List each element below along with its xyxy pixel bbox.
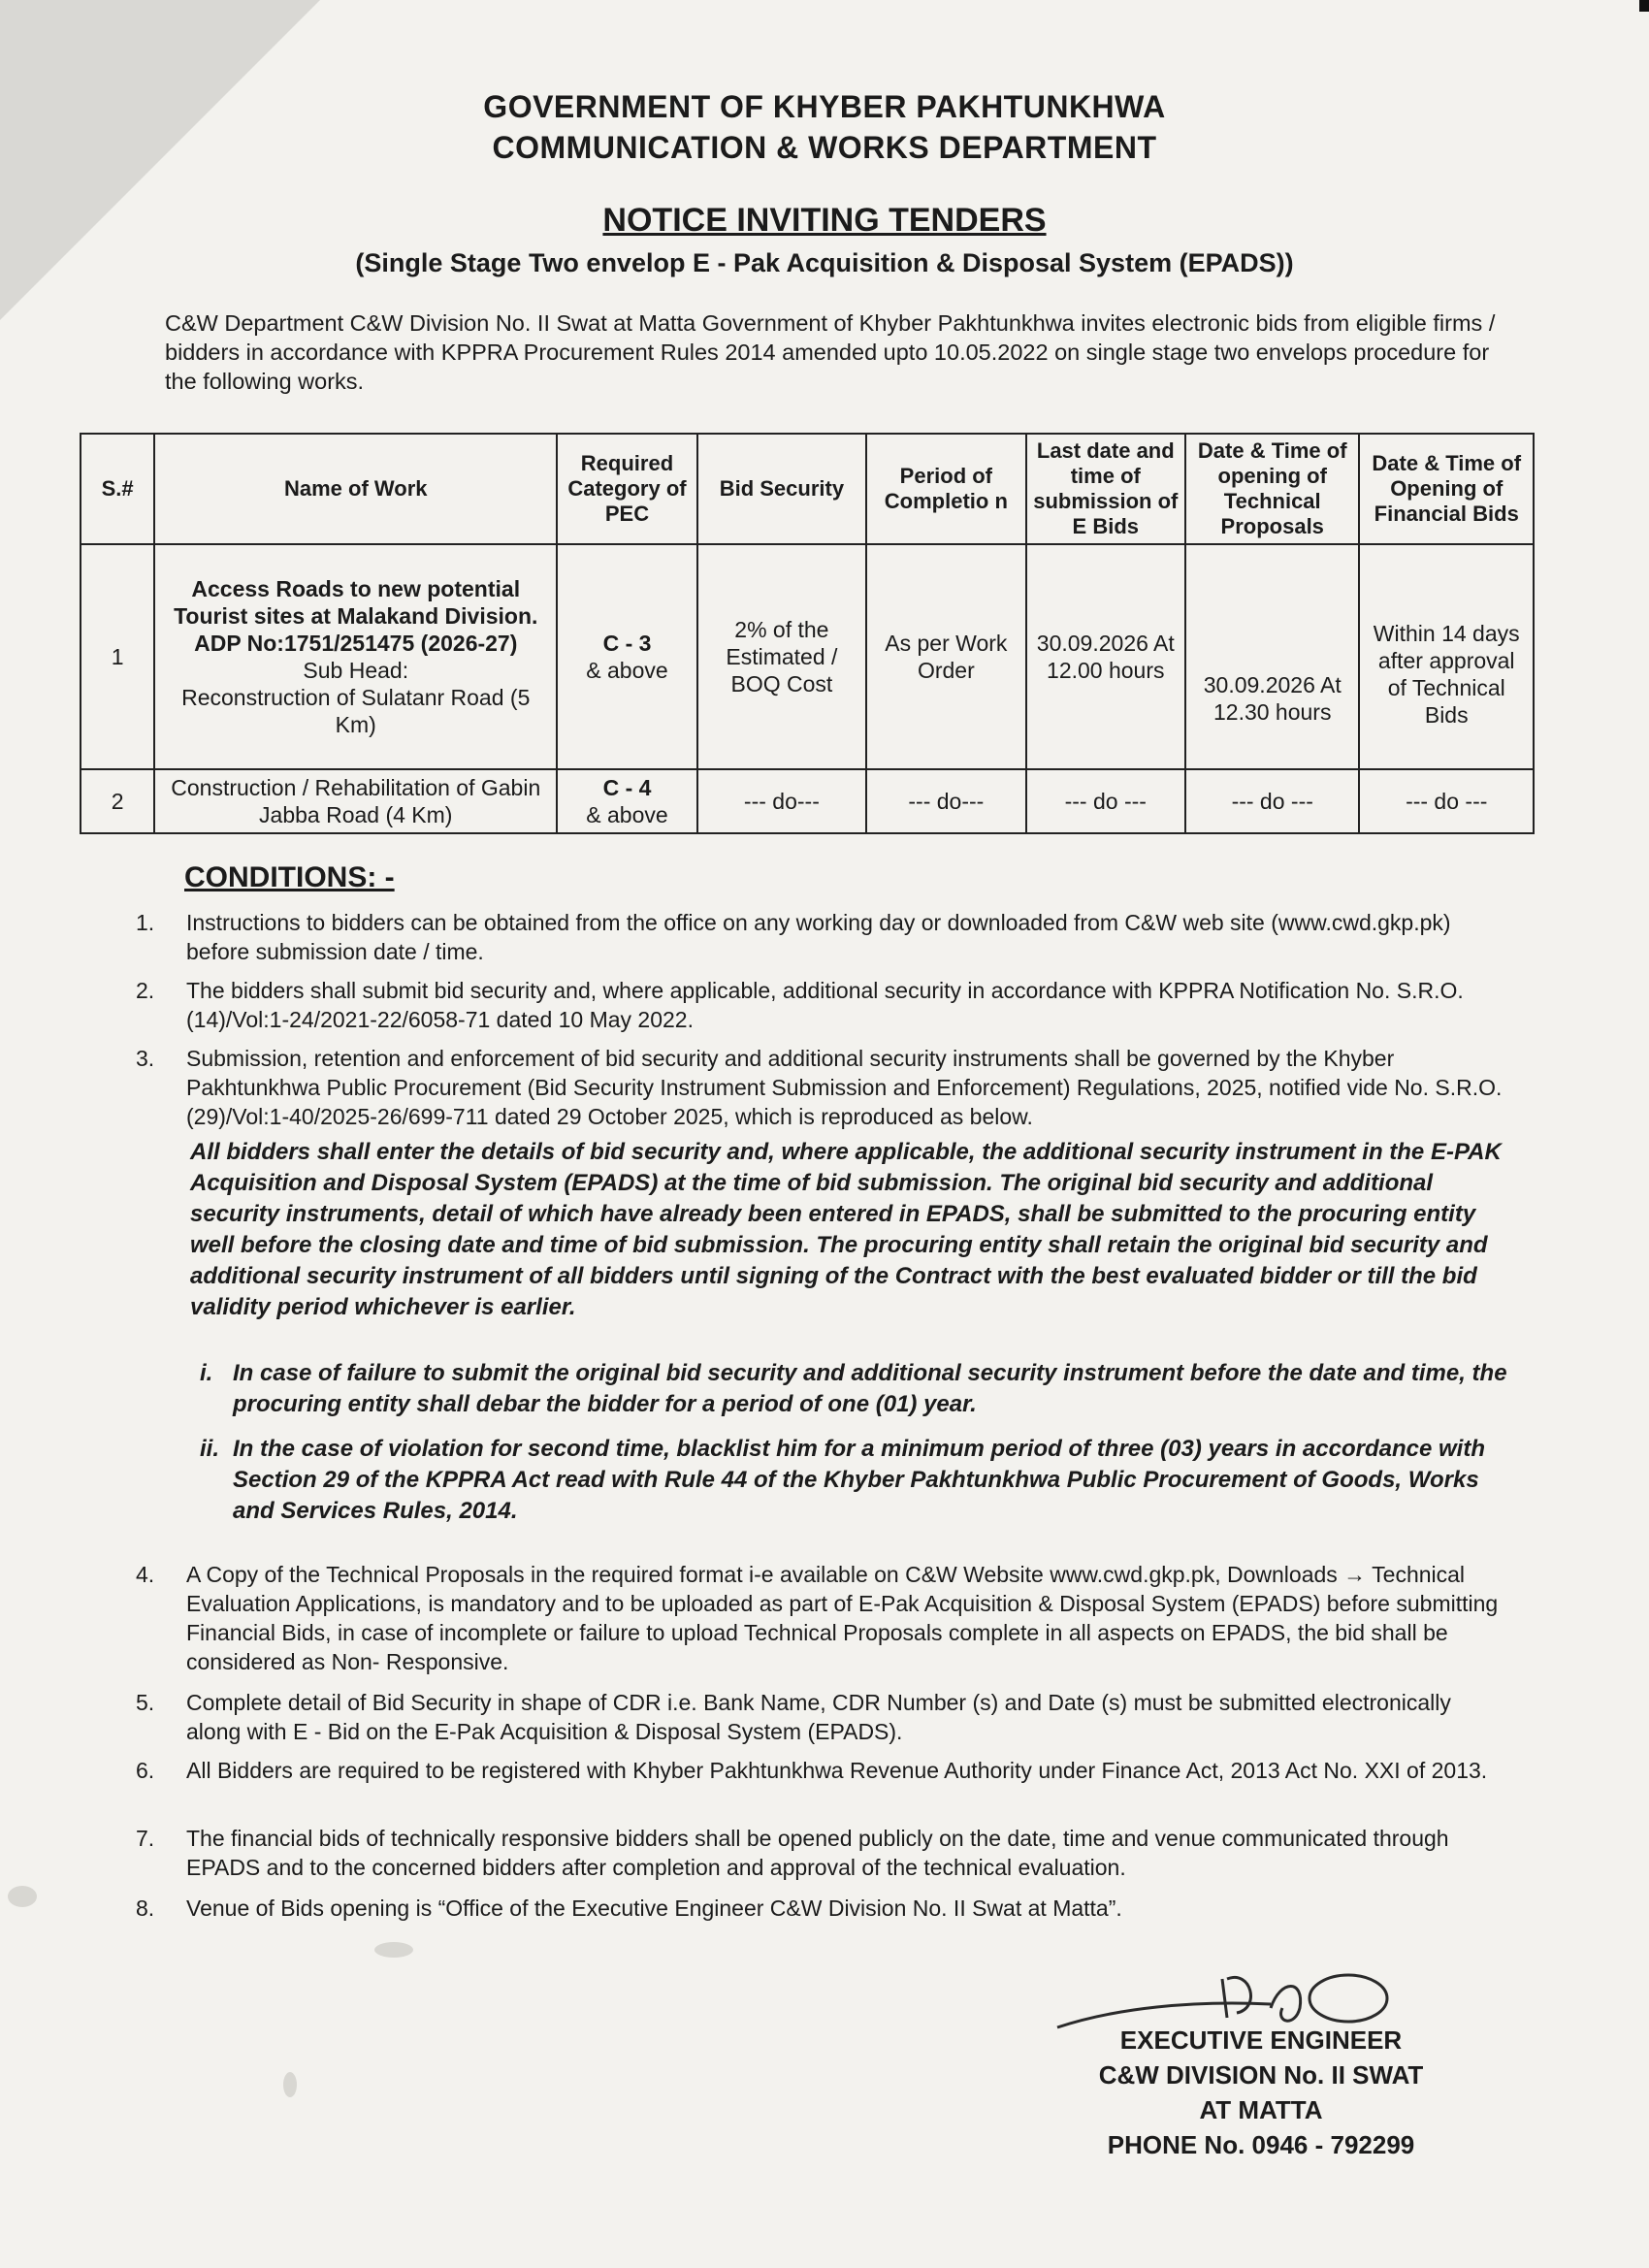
table-row — [81, 544, 1534, 769]
condition-number: 4. — [136, 1562, 155, 1587]
sub-condition-text: In case of failure to submit the original bid security and additional security instrument before the date and time, the procuring entity shall debar the bidder for a period of one (01) year. — [233, 1360, 1507, 1417]
work-title: Access Roads to new potential Tourist sites at Malakand Division. — [174, 576, 538, 629]
row-fin-opening: Within 14 days after approval of Technical Bids — [1359, 544, 1534, 769]
condition-number: 3. — [136, 1046, 155, 1071]
department-heading: COMMUNICATION & WORKS DEPARTMENT — [492, 130, 1157, 165]
condition-text: The bidders shall submit bid security and, where applicable, additional security in accordance with KPPRA Notification No. S.R.O. (14)/Vol:1-24/2021-22/6058-71 dated 10 May 2022. — [186, 978, 1464, 1032]
condition-text: All Bidders are required to be registered with Khyber Pakhtunkhwa Revenue Authority under Finance Act, 2013 Act No. XXI of 2013. — [186, 1758, 1488, 1783]
subhead-text: Reconstruction of Sulatanr Road (5 Km) — [181, 685, 531, 737]
table-header-row — [81, 434, 1534, 544]
row-tech-opening: --- do --- — [1185, 769, 1359, 833]
condition-number: 2. — [136, 978, 155, 1003]
col-period: Period of Completio n — [866, 434, 1025, 544]
col-tech-opening: Date & Time of opening of Technical Proposals — [1185, 434, 1359, 544]
row-name-of-work — [154, 544, 557, 769]
row-name-of-work: Construction / Rehabilitation of Gabin Jabba Road (4 Km) — [154, 769, 557, 833]
col-last-date: Last date and time of submission of E Bids — [1026, 434, 1185, 544]
row-category — [557, 544, 696, 769]
adp-number: ADP No:1751/251475 (2026-27) — [194, 631, 518, 656]
col-fin-opening: Date & Time of Opening of Financial Bids — [1359, 434, 1534, 544]
condition-text: The financial bids of technically responsive bidders shall be opened publicly on the date, time and venue communicated through EPADS and to the concerned bidders after completion and approval of the technical evaluation. — [186, 1826, 1449, 1880]
condition-text: Complete detail of Bid Security in shape of CDR i.e. Bank Name, CDR Number (s) and Date (s) must be submitted electronically along with E - Bid on the E-Pak Acquisition & Disposal System (EPADS). — [186, 1690, 1451, 1744]
category-qualifier: & above — [586, 802, 668, 827]
signatory-location: AT MATTA — [1199, 2095, 1323, 2124]
col-bid-security: Bid Security — [697, 434, 866, 544]
condition-text: Submission, retention and enforcement of bid security and additional security instruments shall be governed by the Khyber Pakhtunkhwa Public Procurement (Bid Security Instrument Submission and Enforcement) Regulations, 2025, notified vide No. S.R.O. (29)/Vol:1-40/2025-26/699-711 dated 29 October 2025, which is reproduced as below. — [186, 1046, 1503, 1129]
row-last-date: 30.09.2026 At 12.00 hours — [1026, 544, 1185, 769]
notice-title: NOTICE INVITING TENDERS — [602, 202, 1047, 239]
scan-edge-mark — [1639, 0, 1649, 12]
col-name-of-work: Name of Work — [154, 434, 557, 544]
scan-smudge — [374, 1942, 413, 1958]
signatory-title: EXECUTIVE ENGINEER — [1119, 2025, 1403, 2055]
category-qualifier: & above — [586, 658, 668, 683]
condition-number: 5. — [136, 1690, 155, 1715]
government-heading: GOVERNMENT OF KHYBER PAKHTUNKHWA — [483, 89, 1166, 124]
table-row — [81, 769, 1534, 833]
condition-number: 1. — [136, 910, 155, 935]
condition-text: Instructions to bidders can be obtained from the office on any working day or downloaded from C&W web site (www.cwd.gkp.pk) before submission date / time. — [186, 910, 1451, 964]
condition-number: 6. — [136, 1758, 155, 1783]
row-bid-security: 2% of the Estimated / BOQ Cost — [697, 544, 866, 769]
works-table — [80, 433, 1535, 834]
row-sno: 1 — [81, 544, 154, 769]
condition-number: 7. — [136, 1826, 155, 1851]
conditions-title: CONDITIONS: - — [184, 861, 395, 893]
row-tech-opening: 30.09.2026 At 12.30 hours — [1185, 544, 1359, 769]
notice-subtitle: (Single Stage Two envelop E - Pak Acquisition & Disposal System (EPADS)) — [355, 248, 1294, 277]
row-fin-opening: --- do --- — [1359, 769, 1534, 833]
category-value: C - 3 — [602, 631, 652, 656]
sub-condition-text: In the case of violation for second time, blacklist him for a minimum period of three (03) years in accordance with Section 29 of the KPPRA Act read with Rule 44 of the Khyber Pakhtunkhwa Public Procurement of Goods, Works and Services Rules, 2014. — [233, 1436, 1485, 1524]
row-last-date: --- do --- — [1026, 769, 1185, 833]
condition-text: Venue of Bids opening is “Office of the Executive Engineer C&W Division No. II Swat at Matta”. — [186, 1895, 1122, 1921]
scan-smudge — [8, 1886, 37, 1907]
row-bid-security: --- do--- — [697, 769, 866, 833]
regulation-quote: All bidders shall enter the details of bid security and, where applicable, the additional security instrument in the E-PAK Acquisition and Disposal System (EPADS) at the time of bid submission. The original bid security and additional security instruments, detail of which have already been entered in EPADS, shall be submitted to the procuring entity well before the closing date and time of bid submission. The procuring entity shall retain the original bid security and additional security instrument of all bidders until signing of the Contract with the best evaluated bidder or till the bid validity period whichever is earlier. — [190, 1139, 1502, 1320]
condition-text: A Copy of the Technical Proposals in the required format i-e available on C&W Website www.cwd.gkp.pk, Downloads → Technical Evaluation Applications, is mandatory and to be uploaded as part of E-Pak Acquisition & Disposal System (EPADS) before submitting Financial Bids, in case of incomplete or failure to upload Technical Proposals complete in all aspects on EPADS, the bid shall be considered as Non- Responsive. — [186, 1562, 1499, 1674]
signatory-phone: PHONE No. 0946 - 792299 — [1107, 2130, 1415, 2159]
row-period: --- do--- — [866, 769, 1025, 833]
row-sno: 2 — [81, 769, 154, 833]
col-category: Required Category of PEC — [557, 434, 696, 544]
col-sno: S.# — [81, 434, 154, 544]
condition-number: 8. — [136, 1895, 155, 1921]
sub-condition-number: i. — [200, 1360, 213, 1386]
subhead-label: Sub Head: — [303, 658, 409, 683]
row-category — [557, 769, 696, 833]
sub-condition-number: ii. — [200, 1436, 220, 1462]
signatory-division: C&W DIVISION No. II SWAT — [1098, 2060, 1424, 2090]
scan-smudge — [283, 2072, 297, 2097]
category-value: C - 4 — [602, 775, 652, 800]
intro-paragraph: C&W Department C&W Division No. II Swat at Matta Government of Khyber Pakhtunkhwa invites electronic bids from eligible firms / bidders in accordance with KPPRA Procurement Rules 2014 amended upto 10.05.2022 on single stage two envelops procedure for the following works. — [165, 310, 1496, 394]
row-period: As per Work Order — [866, 544, 1025, 769]
